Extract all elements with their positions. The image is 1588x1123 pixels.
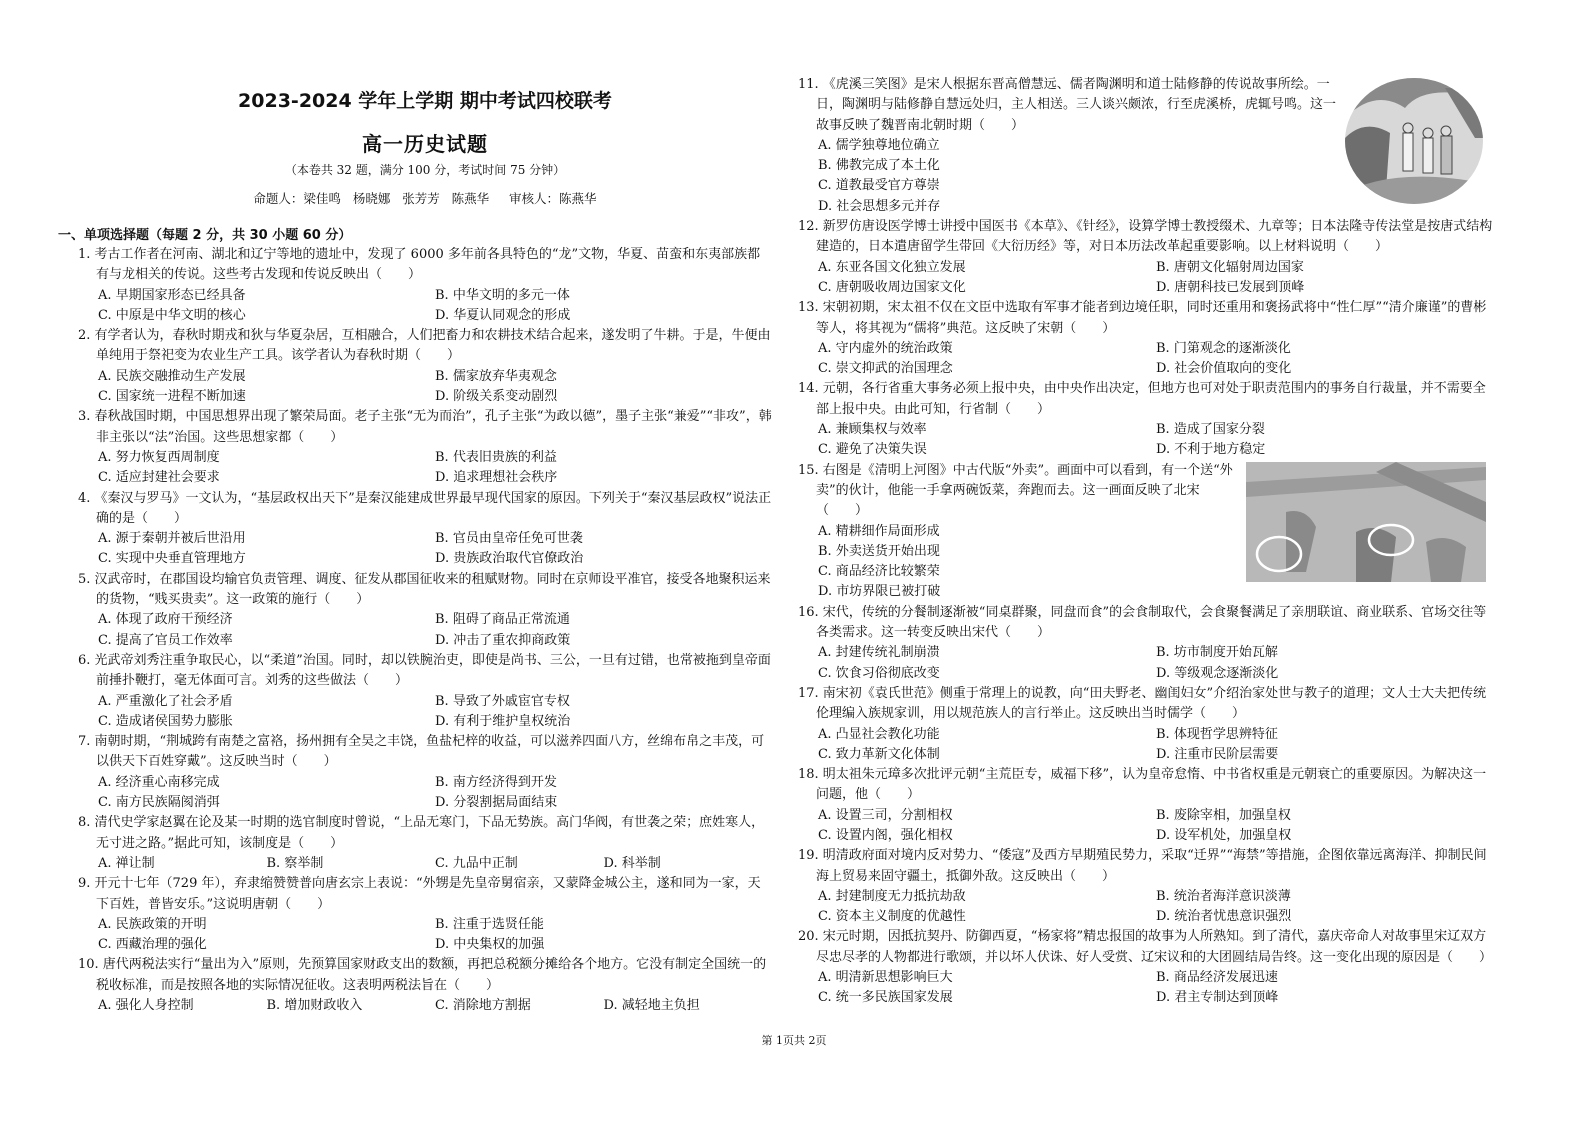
answer-option[interactable]: B. 南方经济得到开发: [435, 774, 557, 790]
answer-option[interactable]: D. 科举制: [603, 855, 661, 871]
answer-options: [798, 725, 1494, 766]
answer-option[interactable]: B. 增加财政收入: [266, 997, 363, 1013]
answer-option[interactable]: A. 封建传统礼制崩溃: [818, 645, 940, 661]
exam-subtitle: 高一历史试题: [362, 132, 488, 156]
answer-option[interactable]: A. 严重激化了社会矛盾: [98, 693, 233, 709]
question-item: [798, 765, 1494, 846]
answer-option[interactable]: A. 守内虚外的统治政策: [818, 340, 953, 356]
answer-option[interactable]: C. 国家统一进程不断加速: [98, 389, 246, 405]
question-stem: 6. 光武帝刘秀注重争取民心，以“柔道”治国。同时，却以铁腕治吏，即使是尚书、三公，一旦有过错，也常被拖到皇帝面前捶扑鞭打，毫无体面可言。刘秀的这些做法（ ）: [78, 652, 771, 689]
answer-option[interactable]: D. 有利于维护皇权统治: [435, 713, 571, 729]
question-stem: 18. 明太祖朱元璋多次批评元朝“主荒臣专，威福下移”，认为皇帝怠惰、中书省权重是元朝衰亡的重要原因。为解决这一问题，他（ ）: [798, 767, 1487, 803]
question-stem: 14. 元朝，各行省重大事务必须上报中央，由中央作出决定，但地方也可对处于职责范围内的事务自行裁量，并不需要全部上报中央。由此可知，行省制（ ）: [798, 381, 1486, 417]
question-item: [78, 489, 772, 570]
answer-option[interactable]: D. 不利于地方稳定: [1156, 442, 1266, 458]
answer-option[interactable]: D. 市坊界限已被打破: [818, 584, 941, 600]
answer-options: [798, 258, 1494, 299]
answer-option[interactable]: C. 崇文抑武的治国理念: [818, 361, 953, 377]
page-footer: 第 1页共 2页: [761, 1034, 827, 1047]
question-item: [78, 955, 772, 1016]
answer-option[interactable]: C. 南方民族隔阂消弭: [98, 795, 220, 811]
answer-option[interactable]: C. 西藏治理的强化: [98, 937, 207, 953]
question-stem: 20. 宋元时期，因抵抗契丹、防御西夏，“杨家将”精忠报国的故事为人所熟知。到了清代，嘉庆帝命人对故事里宋辽双方尽忠尽孝的人物都进行歌颂，并以坏人伏诛、好人受赏、辽宋议和的大团圆结局告终。这一变化出现的原因是（ ）: [798, 929, 1493, 965]
answer-option[interactable]: D. 冲击了重农抑商政策: [435, 632, 571, 648]
question-stem: 9. 开元十七年（729 年），弃隶缩赞赞普向唐玄宗上表说：“外甥是先皇帝舅宿亲，又蒙降金城公主，遂和同为一家，天下百姓，普皆安乐。”这说明唐朝（ ）: [78, 876, 761, 912]
answer-options: [78, 996, 772, 1016]
answer-options: [78, 610, 772, 651]
question-item: [798, 298, 1494, 379]
answer-option[interactable]: D. 注重市民阶层需要: [1156, 746, 1279, 762]
answer-option[interactable]: D. 阶级关系变动剧烈: [435, 389, 558, 405]
answer-option[interactable]: D. 等级观念逐渐淡化: [1156, 665, 1279, 681]
question-item: [78, 813, 772, 874]
answer-option[interactable]: D. 唐朝科技已发展到顶峰: [1156, 279, 1305, 295]
answer-options: [78, 915, 772, 956]
question-stem: 4. 《秦汉与罗马》一文认为，“基层政权出天下”是秦汉能建成世界最早现代国家的原因。下列关于“秦汉基层政权”说法正确的是（ ）: [78, 490, 772, 526]
answer-option[interactable]: A. 源于秦朝并被后世沿用: [98, 531, 246, 547]
question-stem: 15. 右图是《清明上河图》中古代版“外卖”。画面中可以看到，有一个送“外卖”的伙计，他能一手拿两碗饭菜，奔跑而去。这一画面反映了北宋（ ）: [798, 462, 1233, 519]
answer-options: [78, 773, 772, 814]
question-item: [798, 927, 1494, 1008]
answer-option[interactable]: A. 民族交融推动生产发展: [98, 368, 246, 384]
answer-options: [78, 692, 772, 733]
question-item: [78, 407, 772, 488]
question-stem: 3. 春秋战国时期，中国思想界出现了繁荣局面。老子主张“无为而治”，孔子主张“为政以德”，墨子主张“兼爱”“非攻”，韩非主张以“法”治国。这些思想家都（ ）: [78, 409, 772, 445]
question-item: [78, 874, 772, 955]
answer-option[interactable]: A. 凸显社会教化功能: [818, 726, 940, 742]
answer-options: [78, 448, 772, 489]
answer-option[interactable]: B. 中华文明的多元一体: [435, 287, 570, 303]
answer-option[interactable]: C. 适应封建社会要求: [98, 470, 220, 486]
answer-option[interactable]: A. 强化人身控制: [98, 997, 194, 1013]
answer-option[interactable]: C. 唐朝吸收周边国家文化: [818, 279, 966, 295]
answer-option[interactable]: B. 坊市制度开始瓦解: [1156, 645, 1278, 661]
answer-option[interactable]: A. 经济重心南移完成: [98, 774, 220, 790]
question-stem: 12. 新罗仿唐设医学博士讲授中国医书《本草》、《针经》，设算学博士教授缀术、九章等；日本法隆寺传法堂是按唐式结构建造的，日本遣唐留学生带回《大衍历经》等，对日本历法改革起重要影响。以上材料说明（ ）: [798, 219, 1493, 255]
question-stem: 7. 南朝时期，“荆城跨有南楚之富袼，扬州拥有全吴之丰饶，鱼盐杞梓的收益，可以滋养四面八方，丝绵布帛之丰茂，可以供天下百姓穿戴”。这反映当时（ ）: [78, 734, 765, 770]
answer-option[interactable]: B. 阻碍了商品正常流通: [435, 612, 570, 628]
question-stem: 17. 南宋初《袁氏世范》侧重于常理上的说教，向“田夫野老、幽闺妇女”介绍治家处世与教子的道理；文人士大夫把传统伦理编入族规家训，用以规范族人的言行举止。这反映出当时儒学（ ）: [798, 685, 1487, 722]
answer-options: [798, 420, 1494, 461]
answer-option[interactable]: B. 儒家放弃华夷观念: [435, 368, 557, 384]
answer-option[interactable]: A. 明清新思想影响巨大: [818, 970, 953, 986]
answer-option[interactable]: B. 废除宰相，加强皇权: [1156, 807, 1291, 823]
answer-option[interactable]: C. 九品中正制: [435, 855, 518, 871]
question-item: [798, 379, 1494, 460]
answer-options: [78, 286, 772, 327]
answer-options: [78, 367, 772, 408]
answer-option[interactable]: B. 统治者海洋意识淡薄: [1156, 888, 1291, 904]
answer-option[interactable]: A. 努力恢复西周制度: [98, 449, 220, 465]
answer-option[interactable]: B. 唐朝文化辐射周边国家: [1156, 259, 1304, 275]
question-stem: 13. 宋朝初期，宋太祖不仅在文臣中选取有军事才能者到边境任职，同时还重用和褒扬武将中“性仁厚”“清介廉谨”的曹彬等人，将其视为“儒将”典范。这反映了宋朝（ ）: [798, 300, 1487, 336]
answer-option[interactable]: B. 门第观念的逐渐淡化: [1156, 340, 1291, 356]
answer-option[interactable]: B. 体现哲学思辨特征: [1156, 726, 1278, 742]
answer-option[interactable]: A. 体现了政府干预经济: [98, 612, 233, 628]
answer-option[interactable]: B. 佛教完成了本土化: [818, 158, 940, 174]
exam-note: （本卷共 32 题，满分 100 分，考试时间 75 分钟）: [284, 163, 566, 177]
answer-option[interactable]: B. 官员由皇帝任免可世袭: [435, 531, 583, 547]
question-stem: 5. 汉武帝时，在郡国设均输官负责管理、调度、征发从郡国征收来的租赋财物。同时在京师设平准官，接受各地聚积运来的货物，“贱买贵卖”。这一政策的施行（ ）: [78, 571, 771, 608]
answer-option[interactable]: B. 导致了外戚宦官专权: [435, 693, 570, 709]
answer-option[interactable]: C. 道教最受官方尊崇: [818, 178, 940, 194]
answer-option[interactable]: D. 分裂割据局面结束: [435, 795, 558, 811]
question-stem: 10. 唐代两税法实行“量出为入”原则，先预算国家财政支出的数额，再把总税额分摊给各个地方。它没有制定全国统一的税收标准，而是按照各地的实际情况征收。这表明两税法旨在（ ）: [78, 957, 767, 993]
answer-option[interactable]: B. 代表旧贵族的利益: [435, 449, 557, 465]
answer-option[interactable]: A. 设置三司，分割相权: [818, 807, 953, 823]
answer-option[interactable]: D. 华夏认同观念的形成: [435, 307, 571, 323]
answer-option[interactable]: B. 外卖送货开始出现: [818, 543, 940, 559]
answer-options: [798, 968, 1494, 1009]
answer-option[interactable]: D. 设军机处，加强皇权: [1156, 827, 1292, 843]
exam-authors: 命题人：梁佳鸣 杨晓娜 张芳芳 陈燕华 审核人：陈燕华: [253, 191, 597, 206]
answer-option[interactable]: D. 社会思想多元并存: [818, 198, 941, 214]
qingming-painting-image: [1246, 462, 1486, 582]
answer-option[interactable]: D. 中央集权的加强: [435, 937, 545, 953]
answer-option[interactable]: D. 社会价值取向的变化: [1156, 361, 1292, 377]
question-item: [798, 217, 1494, 298]
question-item: [798, 684, 1494, 765]
answer-options: [78, 529, 772, 570]
answer-option[interactable]: D. 减轻地主负担: [603, 997, 700, 1013]
answer-option[interactable]: A. 民族政策的开明: [98, 916, 207, 932]
answer-option[interactable]: A. 禅让制: [98, 855, 155, 871]
answer-option[interactable]: D. 君主专制达到顶峰: [1156, 990, 1279, 1006]
answer-options: [798, 643, 1494, 684]
answer-option[interactable]: C. 消除地方割据: [435, 997, 531, 1013]
answer-option[interactable]: A. 兼顾集权与效率: [818, 422, 927, 438]
question-stem: 11. 《虎溪三笑图》是宋人根据东晋高僧慧远、儒者陶渊明和道士陆修静的传说故事所绘。一日，陶渊明与陆修静自慧远处归，主人相送。三人谈兴颇浓，行至虎溪桥，虎辄号鸣。这一故事反映了魏晋南北朝时期（ ）: [798, 77, 1337, 133]
answer-option[interactable]: C. 商品经济比较繁荣: [818, 564, 940, 580]
answer-option[interactable]: D. 追求理想社会秩序: [435, 470, 558, 486]
question-stem: 16. 宋代，传统的分餐制逐渐被“同桌群聚，同盘而食”的会食制取代，会食聚餐满足了亲朋联谊、商业联系、官场交往等各类需求。这一转变反映出宋代（ ）: [798, 604, 1487, 641]
question-stem: 8. 清代史学家赵翼在论及某一时期的选官制度时曾说，“上品无寒门，下品无势族。高门华阀，有世袭之荣；庶姓寒人，无寸进之路。”据此可知，该制度是（ ）: [78, 815, 765, 851]
answer-option[interactable]: C. 造成诸侯国势力膨胀: [98, 713, 233, 729]
answer-option[interactable]: A. 封建制度无力抵抗劫敌: [818, 888, 966, 904]
answer-option[interactable]: C. 设置内阁，强化相权: [818, 827, 953, 843]
answer-option[interactable]: C. 统一多民族国家发展: [818, 990, 953, 1006]
answer-option[interactable]: C. 资本主义制度的优越性: [818, 909, 966, 925]
answer-option[interactable]: D. 贵族政治取代官僚政治: [435, 551, 584, 567]
answer-option[interactable]: B. 注重于选贤任能: [435, 916, 544, 932]
answer-option[interactable]: B. 商品经济发展迅速: [1156, 970, 1278, 986]
question-item: [78, 732, 772, 813]
question-list-left: [78, 245, 772, 1016]
question-item: [78, 245, 772, 326]
answer-option[interactable]: B. 察举制: [266, 855, 324, 871]
answer-option[interactable]: C. 避免了决策失误: [818, 442, 927, 458]
answer-option[interactable]: C. 提高了官员工作效率: [98, 632, 233, 648]
answer-options: [798, 806, 1494, 847]
question-item: [798, 846, 1494, 927]
question-item: [78, 570, 772, 651]
question-stem: 1. 考古工作者在河南、湖北和辽宁等地的遗址中，发现了 6000 多年前各具特色的“龙”文物，华夏、苗蛮和东夷部族都有与龙相关的传说。这些考古发现和传说反映出（ ）: [78, 247, 761, 283]
answer-options: [78, 854, 772, 874]
answer-option[interactable]: C. 实现中央垂直管理地方: [98, 551, 246, 567]
answer-option[interactable]: C. 中原是中华文明的核心: [98, 307, 246, 323]
answer-option[interactable]: A. 东亚各国文化独立发展: [818, 259, 966, 275]
answer-option[interactable]: A. 早期国家形态已经具备: [98, 287, 246, 303]
answer-option[interactable]: B. 造成了国家分裂: [1156, 422, 1265, 438]
answer-option[interactable]: A. 儒学独尊地位确立: [818, 137, 940, 153]
section-title: 一、单项选择题（每题 2 分，共 30 小题 60 分）: [58, 228, 352, 243]
tiger-creek-painting-image: [1345, 78, 1483, 204]
answer-option[interactable]: D. 统治者忧患意识强烈: [1156, 909, 1292, 925]
question-item: [798, 603, 1494, 684]
question-stem: 19. 明清政府面对境内反对势力、“倭寇”及西方早期殖民势力，采取“迁界”“海禁”等措施，企图依靠远离海洋、抑制民间海上贸易来固守疆土，抵御外敌。这反映出（ ）: [798, 848, 1487, 884]
question-item: [78, 326, 772, 407]
answer-option[interactable]: A. 精耕细作局面形成: [818, 523, 940, 539]
answer-option[interactable]: C. 致力革新文化体制: [818, 746, 940, 762]
question-stem: 2. 有学者认为，春秋时期戎和狄与华夏杂居，互相融合，人们把畜力和农耕技术结合起来，遂发明了牛耕。于是，牛便由单纯用于祭祀变为农业生产工具。该学者认为春秋时期（ ）: [78, 328, 771, 364]
answer-option[interactable]: C. 饮食习俗彻底改变: [818, 665, 940, 681]
answer-options: [798, 887, 1494, 928]
exam-title: 2023-2024 学年上学期 期中考试四校联考: [238, 90, 612, 112]
question-item: [78, 651, 772, 732]
answer-options: [798, 339, 1494, 380]
